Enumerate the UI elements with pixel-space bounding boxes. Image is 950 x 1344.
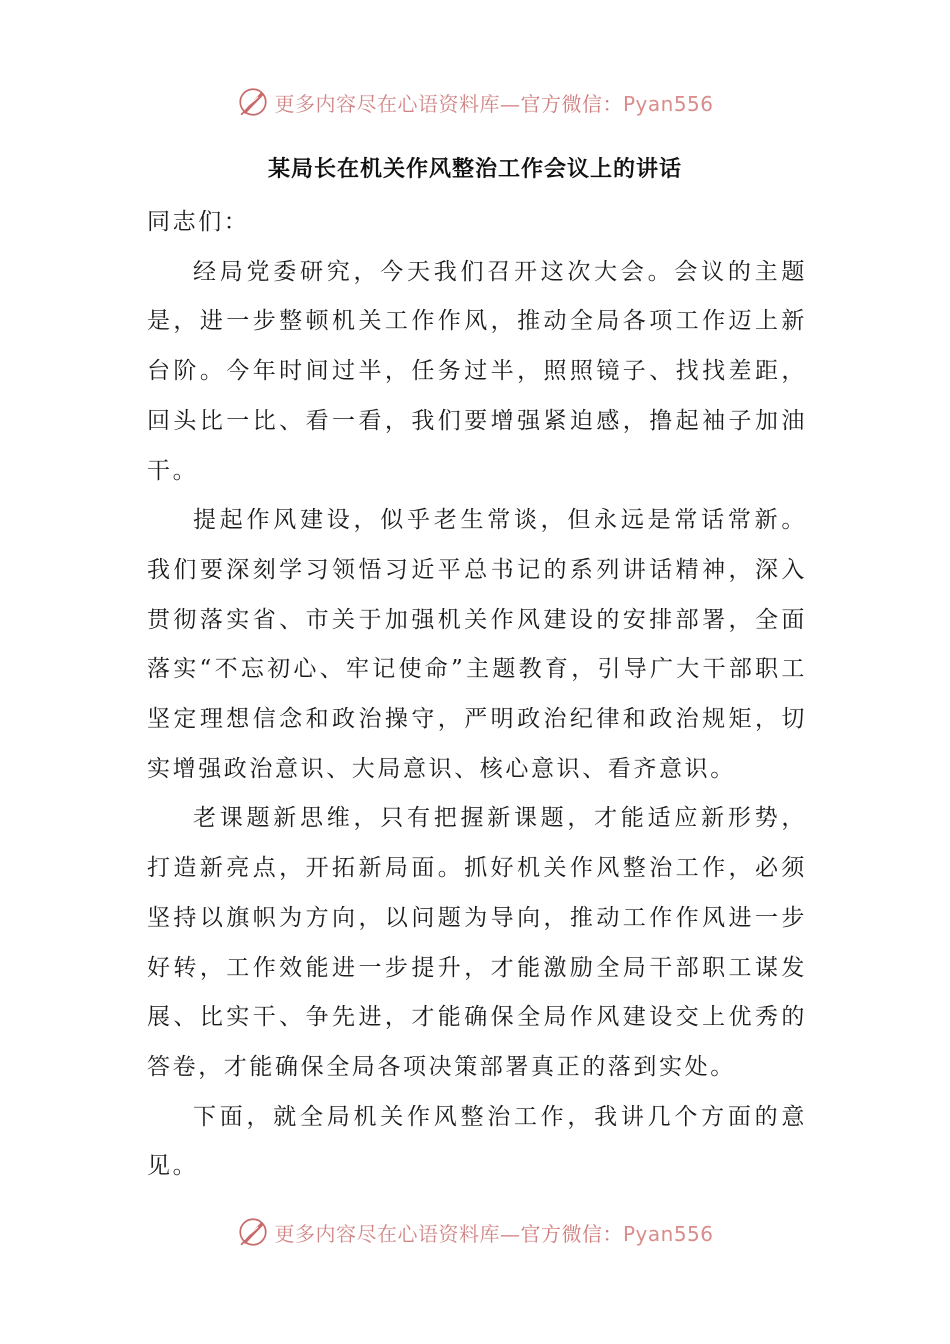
footer-watermark <box>0 1210 950 1254</box>
header-watermark <box>0 80 950 124</box>
paragraph: 经局党委研究，今天我们召开这次大会。会议的主题是，进一步整顿机关工作作风，推动全局各项工作迈上新台阶。今年时间过半，任务过半，照照镜子、找找差距，回头比一比、看一看，我们要增强紧迫感，撸起袖子加油干。 <box>147 258 807 484</box>
watermark-text <box>274 88 713 117</box>
document-title: 某局长在机关作风整治工作会议上的讲话 <box>267 157 682 182</box>
watermark-wechat-id: Pyan556 <box>622 91 714 116</box>
paragraph: 下面，就全局机关作风整治工作，我讲几个方面的意见。 <box>147 1103 807 1180</box>
paragraph: 提起作风建设，似乎老生常谈，但永远是常话常新。我们要深刻学习领悟习近平总书记的系列讲话精神，深入贯彻落实省、市关于加强机关作风建设的安排部署，全面落实“不忘初心、牢记使命”主题教育，引导广大干部职工坚定理想信念和政治操守，严明政治纪律和政治规矩，切实增强政治意识、大局意识、核心意识、看齐意识。 <box>147 507 807 782</box>
watermark-dash: — <box>499 1221 521 1246</box>
watermark-wechat-label: 官方微信： <box>520 1221 623 1246</box>
watermark-dash: — <box>499 91 521 116</box>
greeting: 同志们： <box>147 209 250 235</box>
watermark-text <box>274 1218 713 1247</box>
watermark-library-text: 更多内容尽在心语资料库 <box>274 91 500 116</box>
paragraph: 老课题新思维，只有把握新课题，才能适应新形势，打造新亮点，开拓新局面。抓好机关作风整治工作，必须坚持以旗帜为方向，以问题为导向，推动工作作风进一步好转，工作效能进一步提升，才能激励全局干部职工谋发展、比实干、争先进，才能确保全局作风建设交上优秀的答卷，才能确保全局各项决策部署真正的落到实处。 <box>147 805 807 1080</box>
watermark-wechat-label: 官方微信： <box>520 91 623 116</box>
quill-pen-logo-icon <box>236 1215 270 1249</box>
document-body <box>147 198 807 1192</box>
watermark-wechat-id: Pyan556 <box>622 1221 714 1246</box>
quill-pen-logo-icon <box>236 85 270 119</box>
watermark-library-text: 更多内容尽在心语资料库 <box>274 1221 500 1246</box>
